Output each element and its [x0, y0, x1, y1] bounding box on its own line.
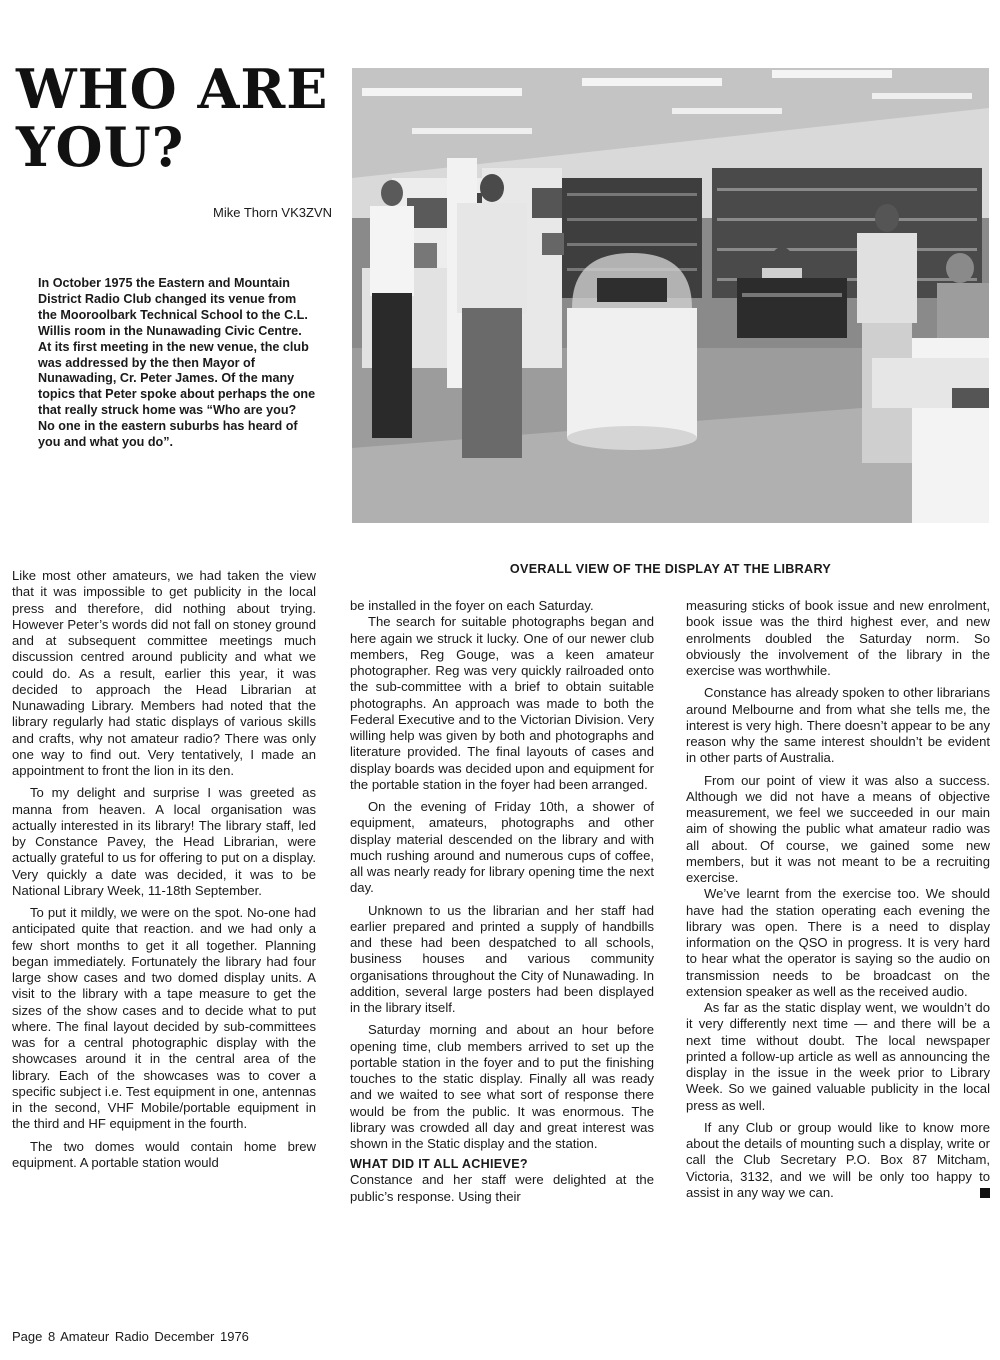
body-paragraph: On the evening of Friday 10th, a shower of equipment, amateurs, photographs and other display material descended on the library and with much rushing around and numerous cups of coffee, all was nearly ready for library opening time the next day. — [350, 799, 654, 896]
body-paragraph: To my delight and surprise I was greeted as manna from heaven. A local organisation was actually interested in its library! The library staff, led by Constance Pavey, the Head Librarian, were actually grateful to us for offering to put on a display. Very quickly a date was decided, it was to be National Library Week, 11-18th September. — [12, 785, 316, 898]
photo-caption: OVERALL VIEW OF THE DISPLAY AT THE LIBRARY — [509, 562, 832, 576]
body-paragraph: From our point of view it was also a success. Although we did not have a means of objective measurement, we feel we succeeded in our main aim of showing the public what amateur radio was all about. Of course, we gained some new members, but it was not meant to be a recruiting exercise. — [686, 772, 990, 885]
body-paragraph: We’ve learnt from the exercise too. We should have had the station operating each evening the library was open. There is a need to display information on the QSO in progress. It is very hard to hear what the operator is saying so the audio on transmission needs to be broadcast on the extension speaker as well as the received audio. — [686, 886, 990, 999]
body-paragraph: As far as the static display went, we wouldn’t do it very differently next time — and there will be a next time without doubt. The local newspaper printed a follow-up article as well as announcing the display in the issue in the week prior to Library Week. So we gained valuable publicity in the local press as well. — [686, 1000, 990, 1113]
intro-paragraph: In October 1975 the Eastern and Mountain District Radio Club changed its venue from the Mooroolbark Technical School to the C.L. Willis room in the Nunawading Civic Centre. At its first meeting in the new venue, the club was addressed by the then Mayor of Nunawading, Cr. Peter James. Of the many topics that Peter spoke about perhaps the one that really struck home was “Who are you? No one in the eastern suburbs has heard of you and what you do”. — [38, 276, 316, 450]
page-footer: Page 8 Amateur Radio December 1976 — [12, 1329, 249, 1344]
body-paragraph: The two domes would contain home brew equipment. A portable station would — [12, 1138, 316, 1170]
library-display-photo — [352, 68, 989, 523]
body-paragraph: measuring sticks of book issue and new enrolment, book issue was the third highest ever, and new enrolments doubled the Saturday norm. So obviously the involvement of the library in the exercise was worthwhile. — [686, 598, 990, 678]
article-title-line-1: WHO ARE — [16, 57, 329, 121]
end-of-article-mark — [980, 1188, 990, 1198]
body-paragraph: Like most other amateurs, we had taken the view that it was impossible to get publicity in the local press and therefore, did nothing about trying. However Peter’s words did not fall on stoney ground and at subsequent committee meetings much discussion centred around publicity and what we could do. As a result, earlier this year, it was decided to approach the Head Librarian at Nunawading Library. Members had noted that the library regularly had static displays of various skills and crafts, why not amateur radio? There was only one way to find out. Very tentatively, I made an appointment to front the lion in its den. — [12, 568, 316, 778]
article-title — [16, 57, 336, 179]
photo-illustration — [352, 68, 989, 523]
body-paragraph: Constance and her staff were delighted at the public’s response. Using their — [350, 1172, 654, 1204]
body-paragraph: Unknown to us the librarian and her staff had earlier prepared and printed a supply of handbills and these had been despatched to all schools, business houses and various community organisations throughout the City of Nunawading. In addition, several large posters had been displayed in the library itself. — [350, 902, 654, 1015]
body-paragraph: Constance has already spoken to other librarians around Melbourne and from what she tells me, the interest is very high. There doesn’t appear to be any reason why the same interest shouldn’t be evident in other parts of Australia. — [686, 685, 990, 766]
body-paragraph: To put it mildly, we were on the spot. No-one had anticipated quite that reaction. and we had only a few short months to get it all together. Planning began immediately. Fortunately the library had four large show cases and two domed display units. A visit to the library with a tape measure to get the sizes of the show cases and to decide what to put where. The final layout decided by sub-committees was for a central photographic display with the showcases around it in the central area of the library. Each of the showcases was to cover a specific subject i.e. Test equipment in one, antennas in the second, VHF Mobile/portable equipment in the third and HF equipment in the fourth. — [12, 905, 316, 1132]
body-paragraph — [686, 1120, 990, 1201]
body-paragraph: The search for suitable photographs began and here again we struck it lucky. One of our newer club members, Reg Gouge, was a keen amateur photographer. Reg was very quickly railroaded onto the sub-committee with a brief to obtain suitable photographs. An approach was made to both the Federal Executive and to the Victorian Division. Very willing help was given by both and photographs and literature provided. The final layouts of cases and display boards was decided upon and equipment for the portable station in the foyer had been arranged. — [350, 614, 654, 792]
article-title-line-2: YOU? — [16, 115, 185, 179]
section-heading: WHAT DID IT ALL ACHIEVE? — [350, 1157, 528, 1172]
author-byline: Mike Thorn VK3ZVN — [213, 205, 332, 220]
article-column-2 — [350, 598, 654, 1205]
article-column-3 — [686, 598, 990, 1201]
closing-text: If any Club or group would like to know more about the details of mounting such a display, write or call the Club Secretary P.O. Box 87 Mitcham, Victoria, 3132, and we will be only too happy to assist in any way we can. — [686, 1119, 990, 1200]
article-column-1 — [12, 568, 316, 1171]
body-paragraph: be installed in the foyer on each Saturday. — [350, 598, 594, 613]
body-paragraph: Saturday morning and about an hour before opening time, club members arrived to set up the portable station in the foyer and to put the finishing touches to the static display. Finally all was ready and we waited to see what sort of response there would be from the public. It was enormous. The library was crowded all day and great interest was shown in the Static display and the station. — [350, 1022, 654, 1151]
